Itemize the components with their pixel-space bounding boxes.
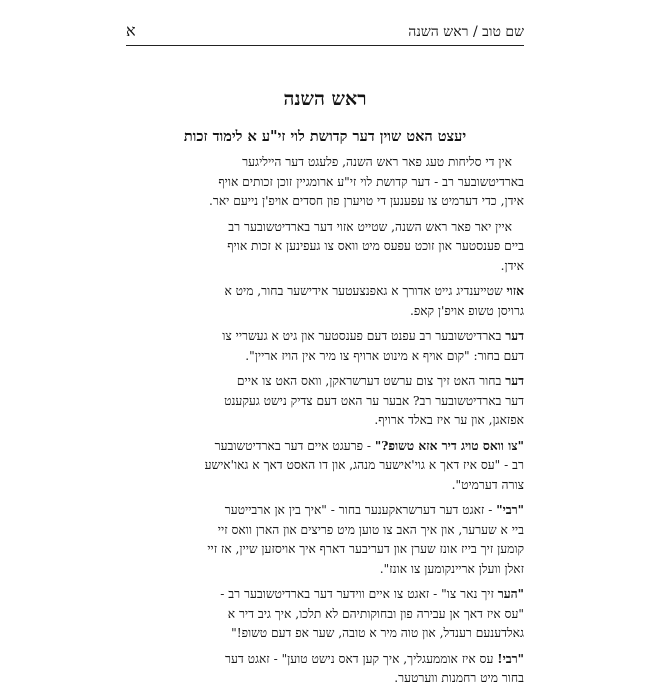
paragraph-lead-word: אזוי [506,284,524,298]
line-text: ביי א שערער, און איך האב צו טוען מיט פריצים און הארן וואס זיי [217,522,524,537]
body-text [126,153,524,695]
line-text: דעם בחור: "קום אויף א מינוט ארויף צו מיר אין הויז אריין". [245,348,524,363]
paragraph [126,282,524,321]
page-number: א [126,21,136,40]
paragraph [126,218,524,277]
line-text: בארדיטשובער רב עפנט דעם פענסטער און גיט א געשריי צו [222,329,502,343]
text-line [126,605,524,625]
paragraph [126,501,524,579]
paragraph [126,585,524,644]
line-text: גרויסן טשופ אויפ'ן קאפ. [409,303,524,318]
text-line [126,456,524,476]
paragraph [126,327,524,366]
text-line [126,347,524,367]
line-text: בארדיטשובער רב - דער קדושת לוי זי"ע ארומגיין זוכן זכותים אויף [218,174,524,189]
text-line [126,540,524,560]
text-line [126,218,524,238]
text-line [126,327,524,347]
line-text: עס איז אוממעגליך, איך קען דאס נישט טוען" - זאגט דער [224,651,494,666]
text-line [126,392,524,412]
line-text: אידן, כדי דערמיט צו עפענען די טויערן פון חסדים אויפ'ן נייעם יאר. [209,194,524,208]
text-line [126,560,524,580]
paragraph [126,650,524,689]
text-line [126,302,524,322]
text-line [126,257,524,277]
line-text: "עס איז דאך אן עבירה פון ובחוקותיהם לא תלכו, איך גיב דיר א [227,606,524,621]
text-line [126,624,524,644]
line-text: צורה דערמיט". [451,477,524,492]
text-line [126,192,524,212]
text-line [126,501,524,521]
text-line [126,411,524,431]
text-line [126,153,524,173]
text-line [126,282,524,302]
paragraph [126,372,524,431]
line-text: דער בארדיטשובער רב? אבער ער האט דעם צדיק נישט געקענט [224,393,524,408]
line-text: - זאגט דער דערשראקענער בחור - "איך בין אן ארבייטער [224,503,493,517]
paragraph-lead-word: "רבי" [496,503,524,517]
paragraph-lead-word: "רבי! [497,651,524,666]
line-text: ביים פענסטער און זוכט עפעס מיט וואס צו געפינען א זכות אויף [227,239,524,253]
section-heading: יעצט האט שוין דער קדושת לוי זי"ע א לימוד זכות [183,128,467,145]
running-head [126,23,524,43]
paragraph-lead-word: דער [505,374,524,388]
line-text: אין די סליחות טעג פאר ראש השנה, פלעגט דער הייליגער [242,155,512,169]
paragraph-lead-word: דער [505,329,524,343]
line-text: בחור האט זיך צום ערשט דערשראקן, וואס האט צו איים [236,374,502,388]
text-line [126,237,524,257]
text-line [126,521,524,541]
line-text: זאלן וועלן אריינקומען צו אונז". [379,561,524,576]
header-rule [126,45,524,46]
paragraph-lead-word: "הער [497,587,524,601]
line-text: שטייענדיג גייט אדורך א גאפנצעטער אידישער בחור, מיט א [224,284,503,298]
text-line [126,650,524,670]
line-text: אידן. [500,258,524,273]
chapter-title: ראש השנה [283,88,367,110]
running-title: שם טוב / ראש השנה [408,24,524,40]
line-text: קומען זיך בייז אונז שערן און דעריבער דארף איך אויסזען שיין, אז זיי [207,542,524,556]
text-line [126,372,524,392]
text-line [126,437,524,457]
line-text: גאלדענעם רענדל, און טוה מיר א טובה, שער אפ דעם טשופ!" [231,626,524,640]
line-text: רב - "עס איז דאך א גוי'אישער מנהג, און דו האסט דאך א גאו'אישע [204,458,524,472]
line-text: בחור מיט רחמנות ווערטער. [394,671,524,685]
line-text: זיך נאר צו" - זאגט צו איים ווידער דער בארדיטשובער רב - [220,587,494,601]
paragraph [126,437,524,496]
line-text: איין יאר פאר ראש השנה, שטייט אזוי דער בארדיטשובער רב [228,219,512,234]
text-line [126,173,524,193]
paragraph [126,153,524,212]
text-line [126,585,524,605]
line-text: אפזאגן, און ער איז באלד ארויף. [374,413,524,427]
paragraph-lead-word: "צו וואס טויג דיר אזא טשופ?" [374,438,524,453]
line-text: - פרעגט איים דער בארדיטשובער [214,438,372,453]
text-line [126,669,524,689]
text-line [126,476,524,496]
